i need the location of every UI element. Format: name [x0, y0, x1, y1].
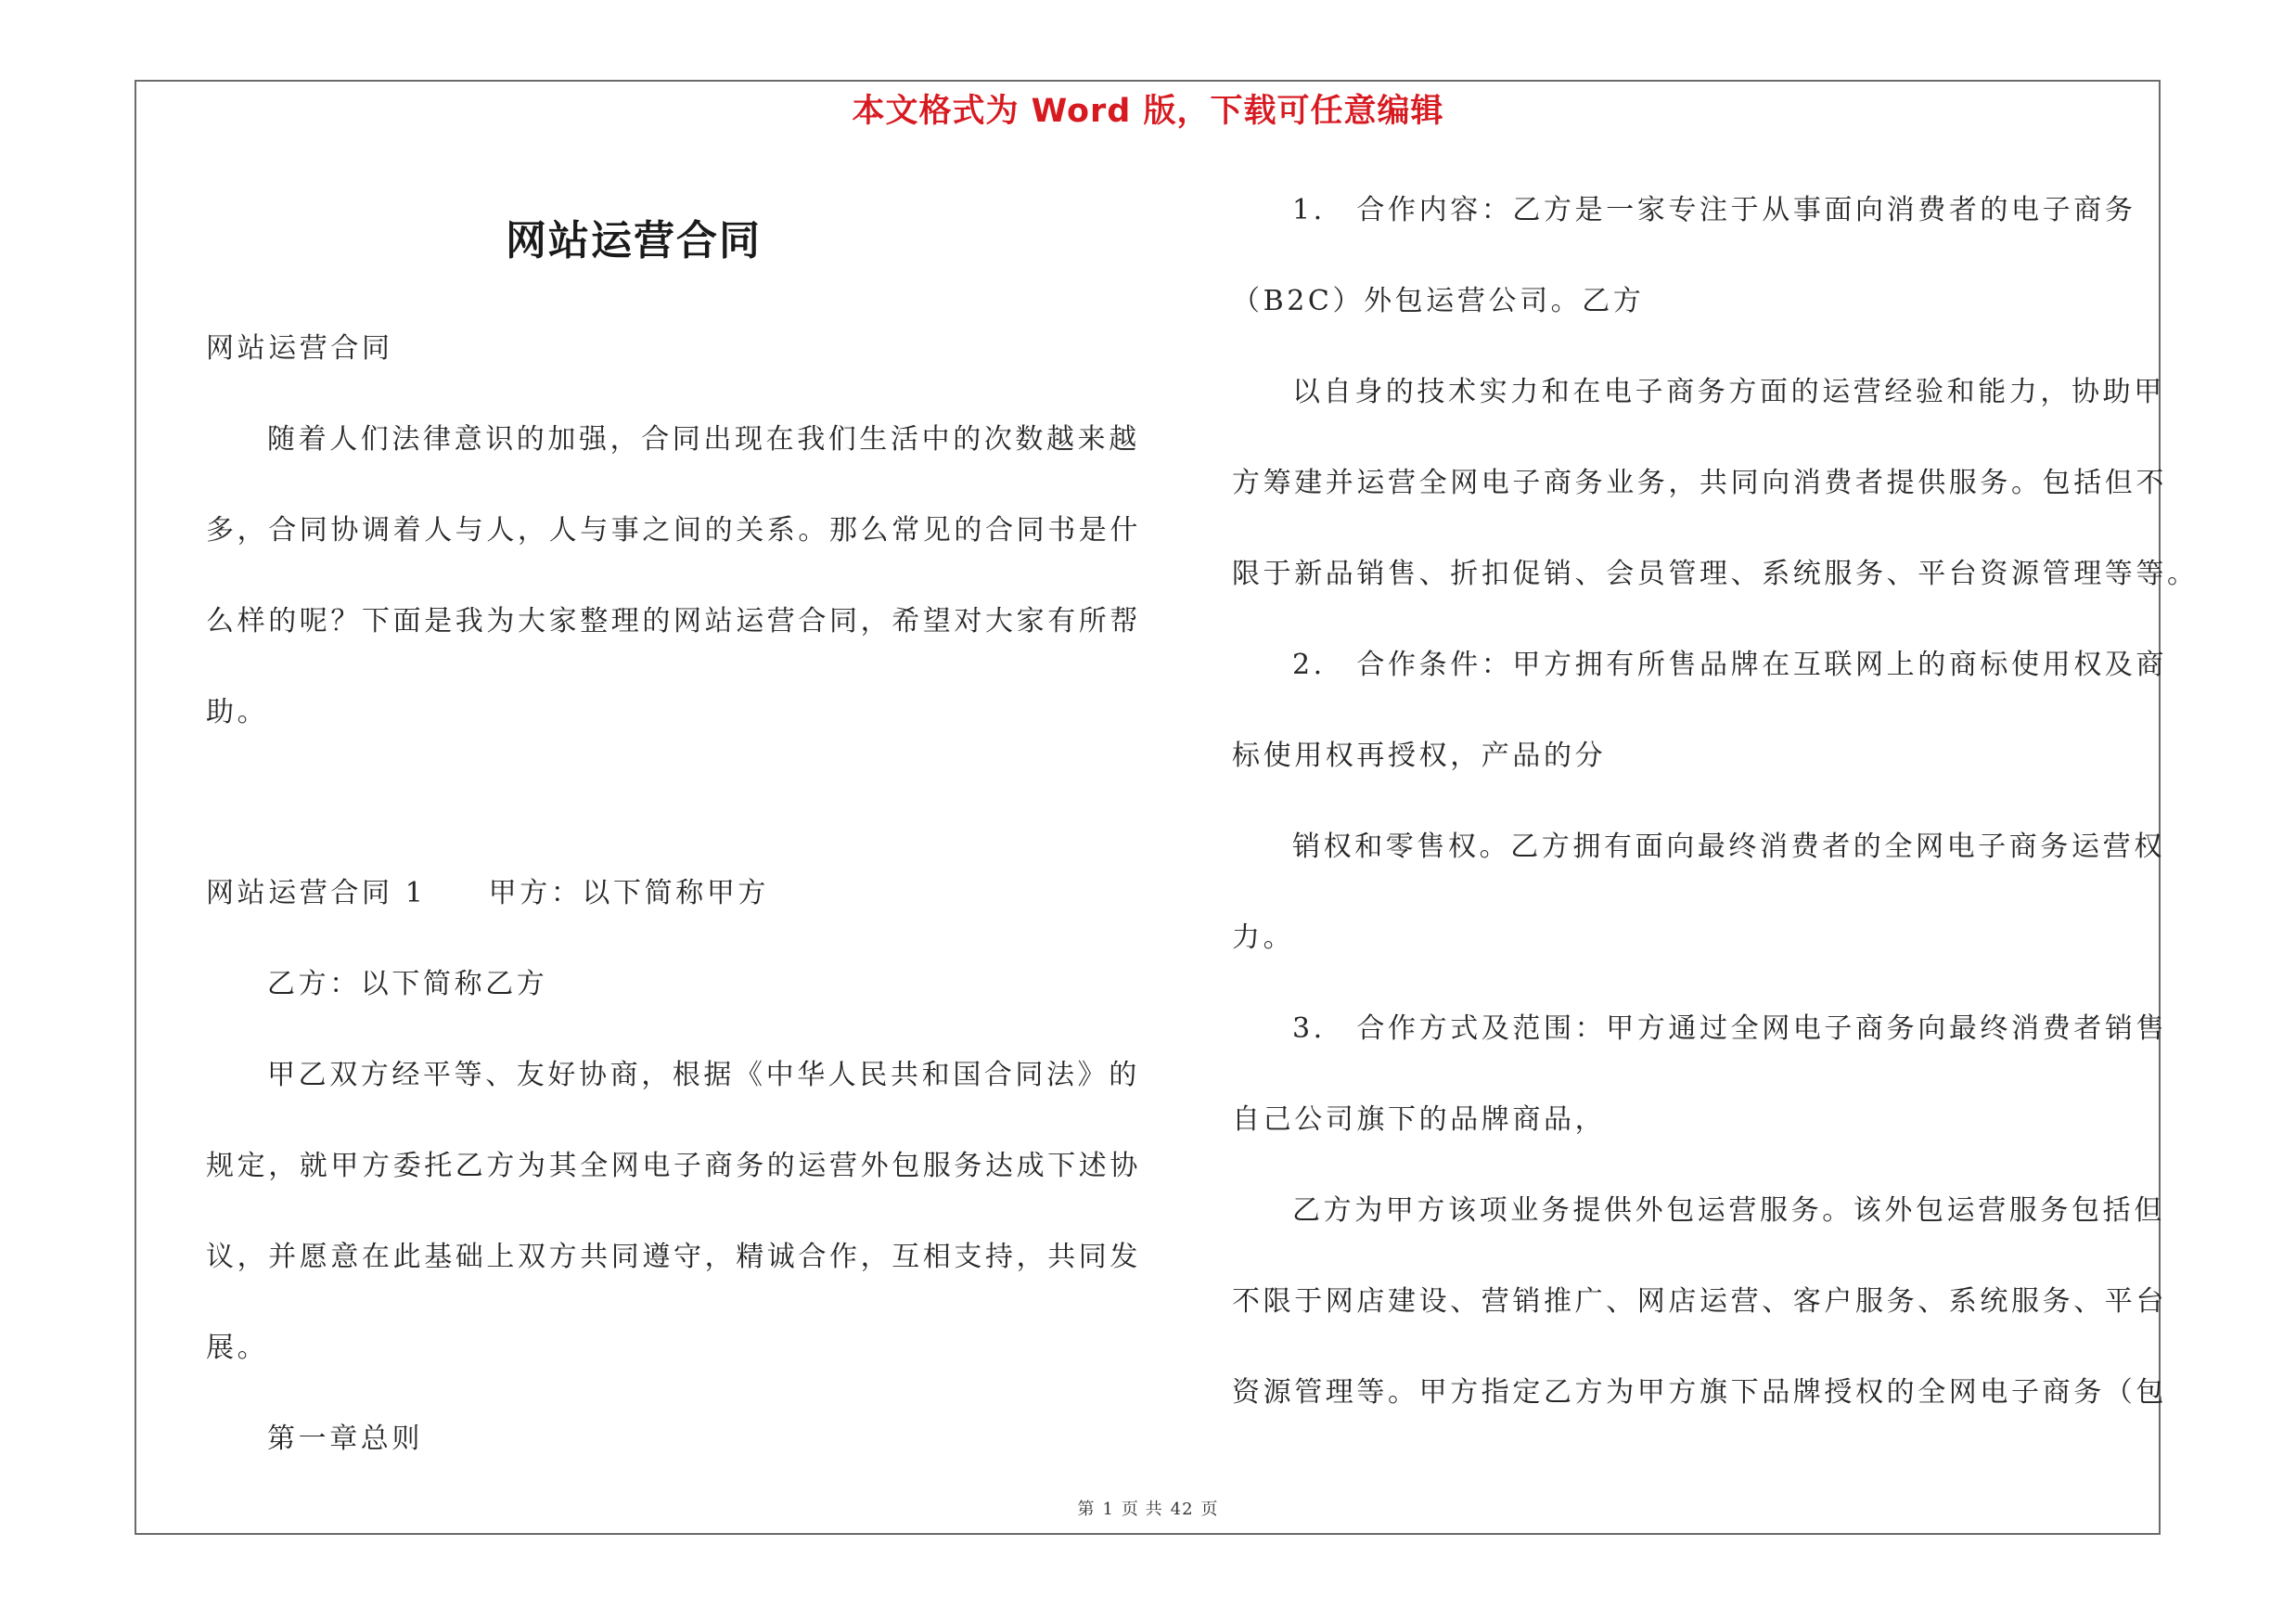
footer-prefix: 第 [1077, 1500, 1096, 1519]
body-line: 限于新品销售、折扣促销、会员管理、系统服务、平台资源管理等等。 [1232, 558, 2199, 590]
current-page-number: 1 [1102, 1500, 1114, 1519]
body-line: 以自身的技术实力和在电子商务方面的运营经验和能力，协助甲 [1292, 376, 2165, 408]
body-line: 资源管理等。甲方指定乙方为甲方旗下品牌授权的全网电子商务（包 [1232, 1376, 2167, 1409]
body-line: 自己公司旗下的品牌商品， [1232, 1103, 1607, 1136]
body-line: 助。 [206, 696, 269, 728]
footer-suffix: 页 [1200, 1500, 1219, 1519]
body-line: （B2C）外包运营公司。乙方 [1232, 285, 1645, 317]
document-title: 网站运营合同 [506, 217, 762, 264]
body-line: 3. 合作方式及范围：甲方通过全网电子商务向最终消费者销售 [1292, 1012, 2168, 1045]
page-number-footer [0, 1496, 2296, 1520]
body-line: 网站运营合同 [206, 332, 393, 365]
body-line: 力。 [1232, 921, 1295, 954]
body-line: 乙方：以下简称乙方 [267, 968, 548, 1000]
word-format-banner: 本文格式为 Word 版，下载可任意编辑 [852, 93, 1444, 130]
body-line: 1. 合作内容：乙方是一家专注于从事面向消费者的电子商务 [1292, 194, 2136, 226]
body-line: 方筹建并运营全网电子商务业务，共同向消费者提供服务。包括但不 [1232, 467, 2167, 499]
body-line: 标使用权再授权，产品的分 [1232, 740, 1607, 772]
body-line: 销权和零售权。乙方拥有面向最终消费者的全网电子商务运营权 [1292, 831, 2165, 863]
body-line: 2. 合作条件：甲方拥有所售品牌在互联网上的商标使用权及商 [1292, 649, 2168, 681]
total-pages: 42 [1170, 1500, 1194, 1519]
body-line: 网站运营合同 1 甲方：以下简称甲方 [206, 877, 770, 909]
body-line: 多，合同协调着人与人，人与事之间的关系。那么常见的合同书是什 [206, 514, 1141, 547]
body-line: 么样的呢？下面是我为大家整理的网站运营合同，希望对大家有所帮 [206, 605, 1141, 638]
chapter-heading: 第一章总则 [267, 1423, 423, 1455]
body-line: 随着人们法律意识的加强，合同出现在我们生活中的次数越来越 [267, 423, 1140, 456]
body-line: 乙方为甲方该项业务提供外包运营服务。该外包运营服务包括但 [1292, 1194, 2165, 1227]
body-line: 甲乙双方经平等、友好协商，根据《中华人民共和国合同法》的 [267, 1059, 1140, 1091]
body-line: 议，并愿意在此基础上双方共同遵守，精诚合作，互相支持，共同发 [206, 1241, 1141, 1273]
footer-middle: 页 共 [1121, 1500, 1163, 1519]
body-line: 规定，就甲方委托乙方为其全网电子商务的运营外包服务达成下述协 [206, 1150, 1141, 1182]
body-line: 不限于网店建设、营销推广、网店运营、客户服务、系统服务、平台 [1232, 1285, 2167, 1318]
body-line: 展。 [206, 1332, 269, 1364]
